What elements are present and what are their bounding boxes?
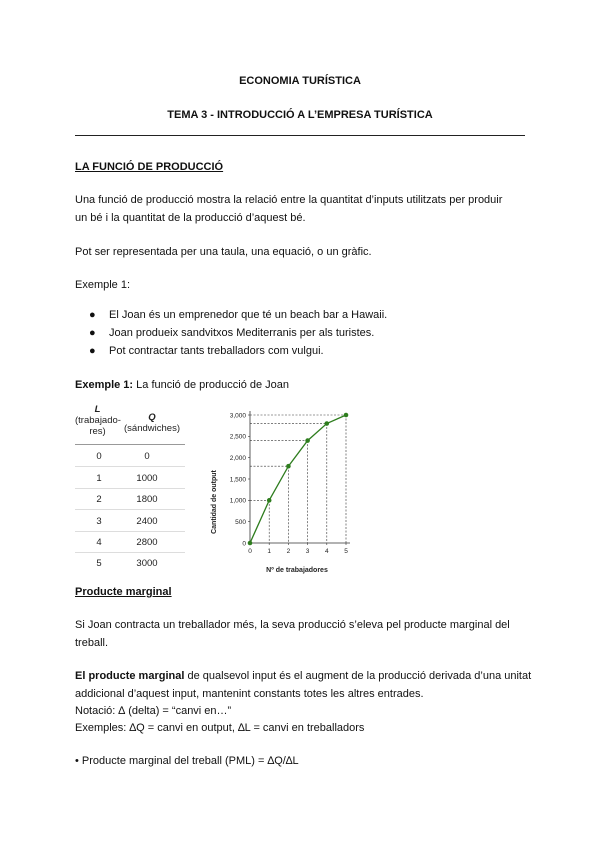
table-header-l: L (trabajado- res) bbox=[75, 404, 121, 437]
table-header-q: Q (sándwiches) bbox=[124, 412, 180, 434]
section-heading-production-function: LA FUNCIÓ DE PRODUCCIÓ bbox=[75, 161, 224, 173]
chart-y-tick-label: 2,500 bbox=[229, 433, 246, 441]
list-item: ● Pot contractar tants treballadors com vulgui. bbox=[75, 342, 387, 360]
bullet-icon: ● bbox=[89, 345, 96, 357]
example-caption: Exemple 1: La funció de producció de Joan bbox=[75, 379, 290, 391]
chart-y-tick-label: 2,000 bbox=[229, 454, 246, 462]
table-row-divider bbox=[75, 466, 185, 467]
production-table bbox=[75, 402, 210, 572]
example-label: Exemple 1: bbox=[75, 279, 131, 291]
table-row-divider bbox=[75, 488, 185, 489]
chart-x-tick-label: 1 bbox=[267, 548, 272, 555]
chart-x-tick-label: 2 bbox=[286, 548, 291, 555]
table-cell-l: 4 bbox=[96, 537, 102, 548]
paragraph-definition-line2: un bé i la quantitat de la producció d’aquest bé. bbox=[75, 212, 306, 224]
chart-data-point bbox=[267, 498, 272, 503]
notation-line: Notació: ∆ (delta) = “canvi en…” bbox=[75, 705, 232, 717]
chart-data-point bbox=[248, 541, 253, 546]
examples-line: Exemples: ∆Q = canvi en output, ∆L = canvi en treballadors bbox=[75, 722, 365, 734]
chart-axes bbox=[230, 411, 350, 555]
table-row-divider bbox=[75, 552, 185, 553]
chart-y-tick-label: 0 bbox=[242, 540, 246, 548]
table-row-divider bbox=[75, 509, 185, 510]
chart-series-line bbox=[250, 415, 346, 543]
paragraph-marginal-definition-line1: El producte marginal de qualsevol input és el augment de la producció derivada d’una unitat bbox=[75, 670, 532, 682]
section-heading-marginal-product: Producte marginal bbox=[75, 586, 172, 598]
chart-guide-lines bbox=[250, 415, 346, 543]
chart-x-tick-label: 0 bbox=[248, 548, 252, 555]
document-subject: ECONOMIA TURÍSTICA bbox=[239, 75, 361, 87]
pml-formula: • Producte marginal del treball (PML) = ∆Q/∆L bbox=[75, 755, 299, 767]
chart-data-point bbox=[305, 438, 310, 443]
chart-data-point bbox=[344, 413, 349, 418]
chart-x-tick-label: 4 bbox=[324, 548, 329, 555]
bullet-icon: ● bbox=[89, 309, 96, 321]
chart-data-point bbox=[325, 421, 330, 426]
bullet-icon: ● bbox=[89, 327, 96, 339]
chart-series bbox=[248, 413, 349, 546]
document-topic: TEMA 3 - INTRODUCCIÓ A L’EMPRESA TURÍSTICA bbox=[167, 109, 433, 121]
table-cell-l: 3 bbox=[96, 516, 102, 527]
table-cell-q: 3000 bbox=[136, 558, 158, 569]
chart-x-tick-label: 3 bbox=[305, 548, 310, 555]
header-divider bbox=[75, 135, 525, 136]
table-cell-q: 1800 bbox=[136, 494, 158, 505]
table-header-rule bbox=[75, 444, 185, 445]
table-cell-l: 2 bbox=[96, 494, 102, 505]
chart-x-tick-label: 5 bbox=[344, 548, 348, 555]
paragraph-definition-line1: Una funció de producció mostra la relació entre la quantitat d’inputs utilitzats per produir bbox=[75, 194, 503, 206]
paragraph-marginal-definition-line2: addicional d’aquest input, mantenint constants totes les altres entrades. bbox=[75, 688, 424, 700]
list-item: ● Joan produeix sandvitxos Mediterranis per als turistes. bbox=[75, 324, 387, 342]
table-cell-l: 1 bbox=[96, 473, 102, 484]
chart-x-axis-label: Nº de trabajadores bbox=[266, 567, 328, 574]
paragraph-representation: Pot ser representada per una taula, una equació, o un gràfic. bbox=[75, 246, 372, 258]
table-cell-q: 0 bbox=[144, 451, 150, 462]
list-item: ● El Joan és un emprenedor que té un beach bar a Hawaii. bbox=[75, 306, 387, 324]
table-cell-q: 2400 bbox=[136, 516, 158, 527]
chart-y-tick-label: 500 bbox=[235, 518, 246, 526]
chart-data-point bbox=[286, 464, 291, 469]
production-function-chart bbox=[205, 400, 365, 580]
paragraph-joan-hires-line1: Si Joan contracta un treballador més, la seva producció s’eleva pel producte marginal del bbox=[75, 619, 510, 631]
table-cell-l: 0 bbox=[96, 451, 102, 462]
chart-y-tick-label: 1,500 bbox=[229, 476, 246, 484]
chart-y-tick-label: 1,000 bbox=[229, 497, 246, 505]
example-bullet-list bbox=[75, 306, 387, 360]
table-cell-q: 2800 bbox=[136, 537, 158, 548]
chart-y-tick-label: 3,000 bbox=[229, 412, 246, 420]
table-cell-q: 1000 bbox=[136, 473, 158, 484]
table-row-divider bbox=[75, 531, 185, 532]
chart-y-axis-label: Cantidad de output bbox=[211, 470, 218, 534]
table-cell-l: 5 bbox=[96, 558, 102, 569]
paragraph-joan-hires-line2: treball. bbox=[75, 637, 109, 649]
